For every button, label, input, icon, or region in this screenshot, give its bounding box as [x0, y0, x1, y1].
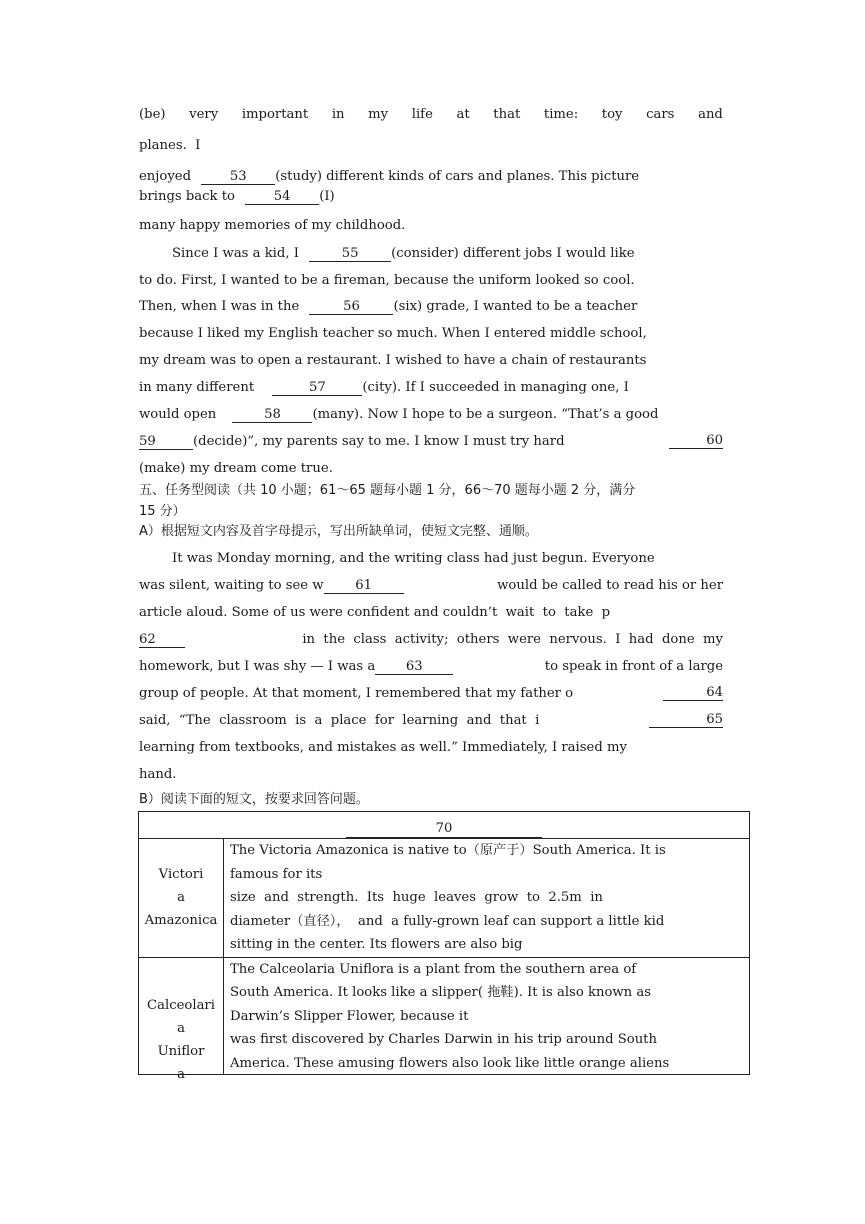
passage-line-3: enjoyed 53 (study) different kinds of cars and planes. This picture	[139, 169, 640, 184]
blank-56: 56	[309, 299, 393, 315]
plants-table	[138, 811, 750, 1082]
part-a-line-6: group of people. At that moment, I remembered that my father o 64	[139, 685, 723, 701]
table-row	[139, 839, 750, 958]
blank-60: 60	[669, 433, 723, 449]
passage-line-11: in many different 57 (city). If I succeeded in managing one, I	[139, 380, 629, 395]
blank-63: 63	[375, 659, 453, 675]
passage-line-13: 59 (decide)”, my parents say to me. I know I must try hard 60	[139, 433, 723, 449]
section5-title: 五、任务型阅读（共 10 小题；61～65 题每小题 1 分，66～70 题每小题 2 分，满分	[139, 483, 636, 498]
table-header-cell	[139, 812, 750, 839]
passage-line-9: because I liked my English teacher so much. When I entered middle school,	[139, 326, 647, 341]
blank-64: 64	[663, 685, 723, 701]
blank-53: 53	[201, 169, 275, 185]
passage-line-12: would open 58 (many). Now I hope to be a surgeon. “That’s a good	[139, 407, 659, 422]
passage-line-1: (be) very important in my life at that time: toy cars and	[139, 107, 723, 122]
section5-title-line2: 15 分）	[139, 504, 186, 519]
passage-line-7: to do. First, I wanted to be a fireman, because the uniform looked so cool.	[139, 273, 635, 288]
blank-61: 61	[324, 578, 404, 594]
passage-line-5: many happy memories of my childhood.	[139, 218, 406, 233]
table-header-row	[139, 812, 750, 839]
blank-58: 58	[232, 407, 312, 423]
passage-line-10: my dream was to open a restaurant. I wished to have a chain of restaurants	[139, 353, 647, 368]
part-a-line-2: was silent, waiting to see w 61 would be called to read his or her	[139, 578, 723, 593]
part-a-line-7: said, “The classroom is a place for learning and that i 65	[139, 712, 723, 728]
part-a-instruction: A）根据短文内容及首字母提示，写出所缺单词，使短文完整、通顺。	[139, 524, 538, 539]
blank-54: 54	[245, 189, 319, 205]
passage-line-14: (make) my dream come true.	[139, 461, 333, 476]
passage-line-4: brings back to 54 (I)	[139, 189, 335, 204]
passage-line-2: planes. I	[139, 138, 201, 153]
part-a-line-5: homework, but I was shy — I was a 63 to speak in front of a large	[139, 659, 723, 674]
blank-62: 62	[139, 632, 185, 648]
passage-line-8: Then, when I was in the 56 (six) grade, I wanted to be a teacher	[139, 299, 638, 314]
plant-name-cell: Victori a Amazonica	[139, 839, 224, 958]
plant-name-cell: Calceolari a Uniflor a	[139, 957, 224, 1074]
passage-line-6: Since I was a kid, I 55 (consider) different jobs I would like	[172, 246, 635, 261]
part-a-line-8: learning from textbooks, and mistakes as well.” Immediately, I raised my	[139, 740, 627, 755]
part-a-line-9: hand.	[139, 767, 177, 782]
part-a-line-3: article aloud. Some of us were confident and couldn’t wait to take p	[139, 605, 611, 620]
part-b-instruction: B）阅读下面的短文，按要求回答问题。	[139, 792, 369, 807]
table-row	[139, 957, 750, 1074]
part-a-line-4: 62 in the class activity; others were nervous. I had done my	[139, 632, 723, 647]
blank-55: 55	[309, 246, 391, 262]
plant-description-cell: The Victoria Amazonica is native to（原产于）South America. It is famous for its size and strength. Its huge leaves grow to 2.5m in diameter（直径）， and a fully-grown leaf can support a little kid sitting in the center. Its flowers are also big	[224, 839, 750, 958]
blank-65: 65	[649, 712, 723, 728]
blank-59: 59	[139, 434, 193, 450]
part-a-line-1: It was Monday morning, and the writing class had just begun. Everyone	[172, 551, 655, 566]
blank-57: 57	[272, 380, 362, 396]
plant-description-cell: The Calceolaria Uniflora is a plant from the southern area of South America. It looks like a slipper( 拖鞋). It is also known as Darwin’s Slipper Flower, because it was first discovered by Charles Darwin in his trip around South America. These amusing flowers also look like little orange aliens	[224, 957, 750, 1074]
blank-70: 70	[346, 813, 542, 838]
